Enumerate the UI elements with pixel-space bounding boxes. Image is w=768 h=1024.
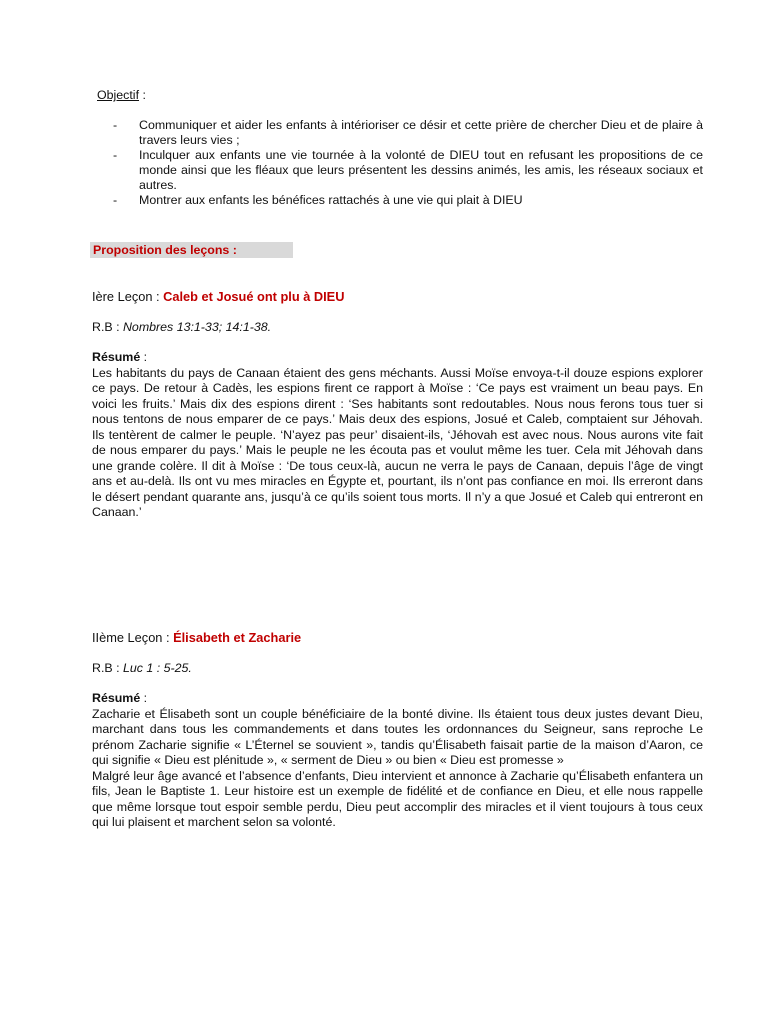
lesson2-reference — [92, 661, 192, 676]
lesson2-heading — [92, 630, 301, 646]
lesson2-prefix: IIème Leçon : — [92, 630, 174, 645]
objectif-item-text: Inculquer aux enfants une vie tournée à la volonté de DIEU tout en refusant les propositions de ce monde ainsi que les fléaux que leurs présentent les dessins animés, les amis, les réseaux sociaux et autres. — [139, 148, 703, 192]
lesson2-summary-label: Résumé — [92, 691, 141, 705]
lesson1-summary-heading — [92, 350, 703, 366]
lesson2-summary-heading — [92, 691, 703, 707]
objectif-item-text: Montrer aux enfants les bénéfices rattachés à une vie qui plait à DIEU — [139, 193, 523, 207]
lesson1-rb-ref: Nombres 13:1-33; 14:1-38. — [122, 320, 272, 334]
bullet-dash: - — [113, 118, 118, 132]
lesson1-summary — [92, 350, 703, 521]
proposition-title: Proposition des leçons : — [93, 243, 237, 257]
objectif-item — [113, 148, 703, 193]
lesson1-summary-text: Les habitants du pays de Canaan étaient des gens méchants. Aussi Moïse envoya-t-il douze espions explorer ce pays. De retour à Cadès, les espions firent ce rapport à Moïse : ‘Ce pays est vraiment un beau pays. En voici les fruits.’ Mais dix des espions dirent : ‘Ses habitants sont redoutables. Nous nous ferons tous tuer si nous tentons de nous emparer de ce pays.’ Mais deux des espions, Josué et Caleb, comptaient sur Jéhovah. Ils tentèrent de calmer le peuple. ‘N’ayez pas peur’ disaient-ils, ‘Jéhovah est avec nous. Nous aurons vite fait de nous emparer du pays.’ Mais le peuple ne les écouta pas et voulut même les tuer. Cela mit Jéhovah dans une grande colère. Il dit à Moïse : ‘De tous ceux-là, aucun ne verra le pays de Canaan, depuis l’âge de vingt ans et au-delà. Ils ont vu mes miracles en Égypte et, pourtant, ils n’ont pas confiance en moi. Ils erreront dans le désert pendant quarante ans, jusqu’à ce qu’ils soient tous morts. Il n’y a que Josué et Caleb qui entreront en Canaan.’ — [92, 365, 703, 519]
bullet-dash: - — [113, 148, 118, 162]
lesson1-reference — [92, 320, 271, 335]
proposition-heading — [90, 242, 293, 258]
lesson1-summary-colon: : — [140, 350, 148, 364]
lesson1-rb-label: R.B : — [92, 320, 123, 334]
objectif-item — [113, 193, 703, 208]
lesson1-summary-label: Résumé — [92, 350, 141, 364]
lesson2-summary-colon: : — [140, 691, 148, 705]
lesson1-heading — [92, 289, 344, 305]
lesson2-rb-label: R.B : — [92, 661, 123, 675]
lesson1-title: Caleb et Josué ont plu à DIEU — [163, 289, 345, 304]
objectif-colon: : — [139, 88, 146, 102]
lesson2-rb-ref: Luc 1 : 5-25. — [122, 661, 192, 675]
objectif-heading — [97, 88, 146, 103]
lesson2-summary — [92, 691, 703, 831]
lesson1-prefix: Ière Leçon : — [92, 289, 164, 304]
lesson2-title: Élisabeth et Zacharie — [173, 630, 302, 645]
objectif-list — [113, 118, 703, 208]
objectif-label: Objectif — [97, 88, 140, 102]
objectif-item-text: Communiquer et aider les enfants à intérioriser ce désir et cette prière de chercher Dieu et de plaire à travers leurs vies ; — [139, 118, 703, 147]
objectif-item — [113, 118, 703, 148]
bullet-dash: - — [113, 193, 118, 207]
lesson2-summary-paragraph-1: Zacharie et Élisabeth sont un couple bénéficiaire de la bonté divine. Ils étaient tous deux justes devant Dieu, marchant dans tous les commandements et dans toutes les ordonnances du Seigneur, sans reproche Le prénom Zacharie signifie « L’Éternel se souvient », tandis qu’Élisabeth faisait partie de la maison d’Aaron, ce qui signifie « Dieu est plénitude », « serment de Dieu » ou bien « Dieu est promesse » — [92, 706, 703, 767]
lesson2-summary-paragraph-2: Malgré leur âge avancé et l’absence d’enfants, Dieu intervient et annonce à Zacharie qu’Élisabeth enfantera un fils, Jean le Baptiste 1. Leur histoire est un exemple de fidélité et de confiance en Dieu, et elle nous rappelle que même lorsque tout espoir semble perdu, Dieu peut accomplir des miracles et il vient toujours à tous ceux qui lui plaisent et marchent selon sa volonté. — [92, 768, 703, 829]
